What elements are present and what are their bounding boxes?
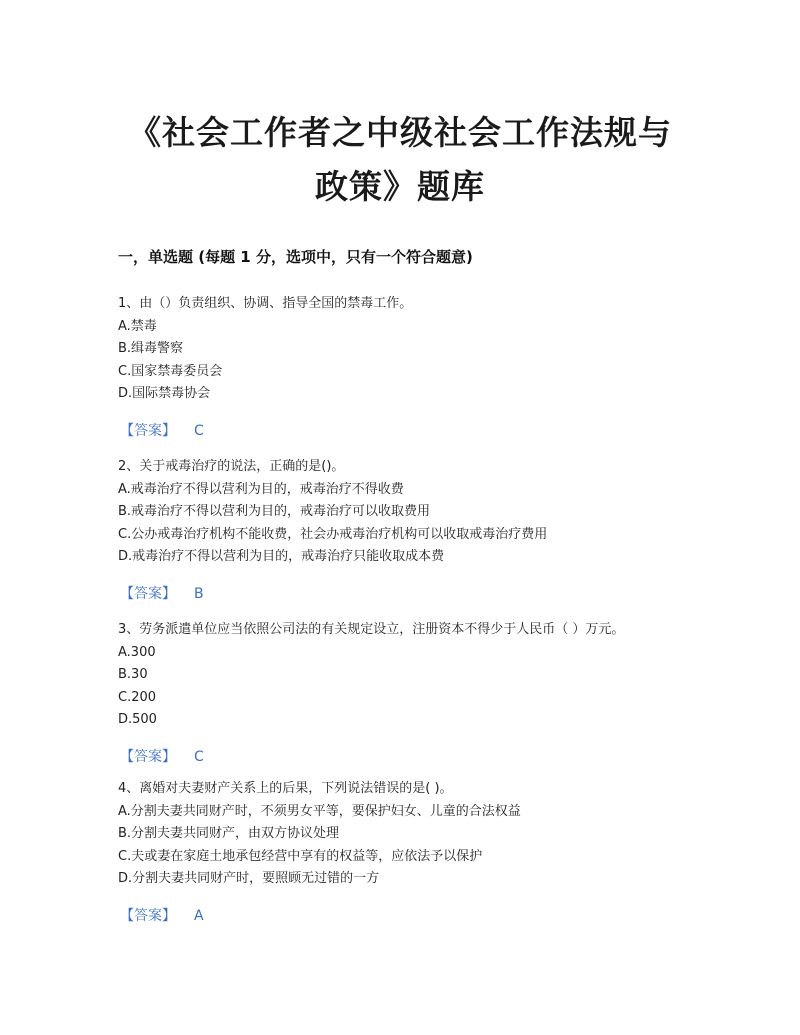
option-a: A.分割夫妻共同财产时，不须男女平等，要保护妇女、儿童的合法权益 [118,803,521,819]
answer-label: 【答案】 [120,422,176,439]
option-b: B.分割夫妻共同财产，由双方协议处理 [118,826,340,842]
question-stem: 1、由（）负责组织、协调、指导全国的禁毒工作。 [118,296,413,311]
document-title [100,106,700,214]
answer-line [118,583,718,605]
option-d: D.国际禁毒协会 [118,386,211,402]
option-b: B.缉毒警察 [118,341,184,357]
section-heading: 一，单选题 (每题 1 分，选项中，只有一个符合题意) [118,248,473,266]
option-c: C.公办戒毒治疗机构不能收费，社会办戒毒治疗机构可以收取戒毒治疗费用 [118,526,548,542]
option-c: C.200 [118,689,157,705]
question-stem: 4、离婚对夫妻财产关系上的后果，下列说法错误的是( )。 [118,781,453,796]
option-b: B.戒毒治疗不得以营利为目的，戒毒治疗可以收取费用 [118,504,431,520]
question-2 [118,456,718,605]
question-stem: 2、关于戒毒治疗的说法，正确的是()。 [118,459,345,474]
option-a: A.禁毒 [118,318,157,334]
option-a: A.300 [118,644,156,660]
question-3 [118,619,718,768]
option-b: B.30 [118,667,148,683]
document-title-line-1: 《社会工作者之中级社会工作法规与 [128,113,672,152]
answer-label: 【答案】 [120,585,176,602]
answer-line [118,905,718,927]
option-a: A.戒毒治疗不得以营利为目的，戒毒治疗不得收费 [118,481,404,497]
answer-line [118,746,718,768]
answer-value: C [194,748,204,765]
document-title-line-2: 政策》题库 [315,167,485,206]
option-c: C.国家禁毒委员会 [118,363,223,379]
question-4 [118,778,718,927]
answer-value: B [194,585,204,602]
option-d: D.500 [118,712,157,728]
question-stem: 3、劳务派遣单位应当依照公司法的有关规定设立，注册资本不得少于人民币（ ）万元。 [118,622,625,637]
answer-value: C [194,422,204,439]
option-d: D.分割夫妻共同财产时，要照顾无过错的一方 [118,871,380,887]
answer-label: 【答案】 [120,748,176,765]
question-1 [118,293,718,442]
option-c: C.夫或妻在家庭土地承包经营中享有的权益等，应依法予以保护 [118,848,483,864]
answer-line [118,420,718,442]
answer-label: 【答案】 [120,907,176,924]
option-d: D.戒毒治疗不得以营利为目的，戒毒治疗只能收取成本费 [118,549,445,565]
answer-value: A [194,907,204,924]
